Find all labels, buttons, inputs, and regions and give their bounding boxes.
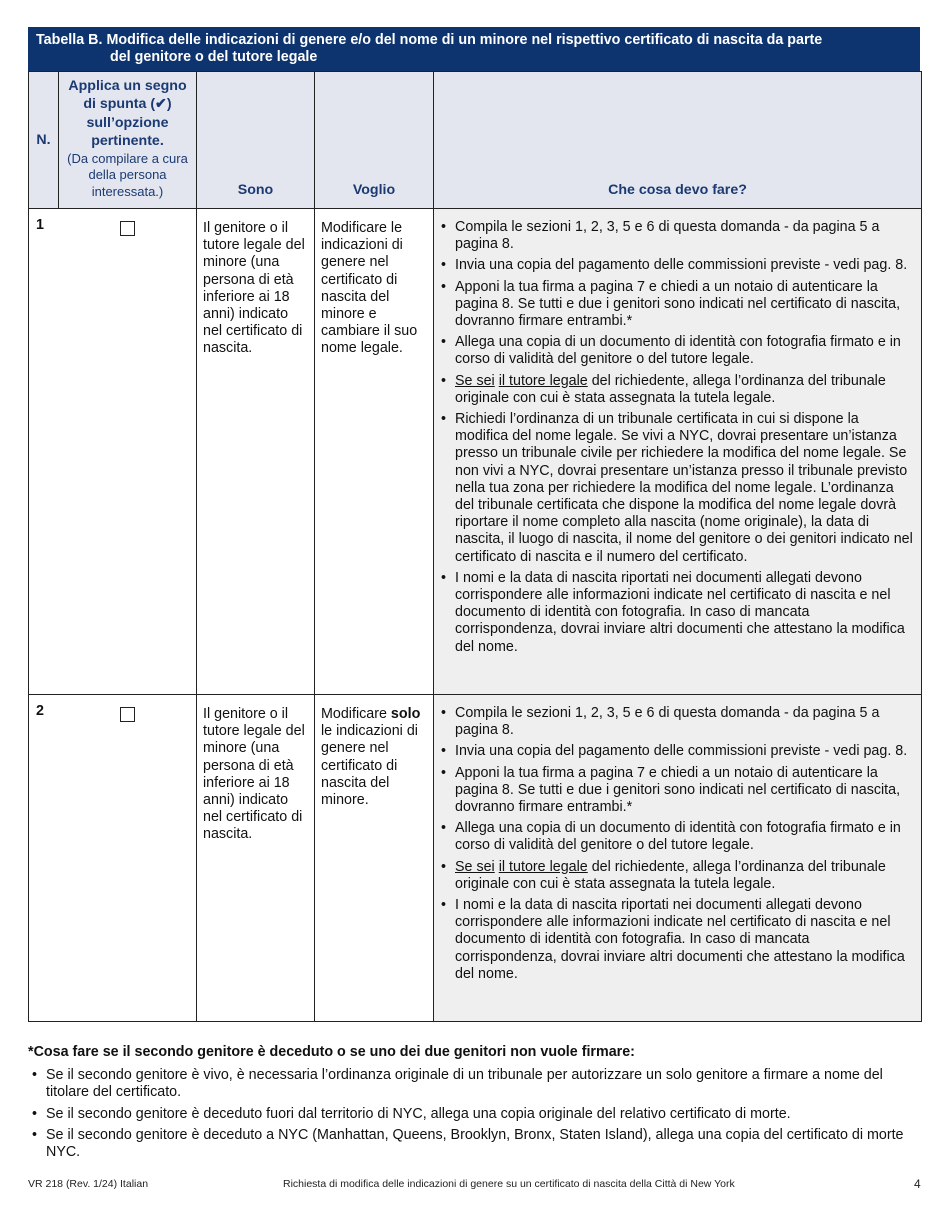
row-number: 2 [29,695,59,1022]
header-number: N. [29,72,59,209]
list-item: • Se il secondo genitore è deceduto a NYC (Manhattan, Queens, Brooklyn, Bronx, Staten Island), allega una copia del certificato di morte NYC. [32,1127,920,1161]
voglio-cell: Modificare le indicazioni di genere nel certificato di nascita del minore e cambiare il suo nome legale. [315,209,434,695]
list-item: • Richiedi l’ordinanza di un tribunale certificata in cui si dispone la modifica del nome legale. Se vivi a NYC, dovrai presentare un’istanza presso un tribunale civile per richiedere la modifica del nome legale. Se non vivi a NYC, dovrai presentare un’istanza presso il tribunale previsto nella tua zona per richiedere la modifica del nome legale. L’ordinanza del tribunale certificata che dispone la modifica del nome legale dovrà riportare il nome completo alla nascita (nome originale), la data di nascita, il luogo di nascita, il nome del genitore o dei genitori indicato nel certificato di nascita e il numero del certificato. [441,411,915,566]
list-item: • Se il secondo genitore è vivo, è necessaria l’ordinanza originale di un tribunale per autorizzare un solo genitore a firmare a nome del titolare del certificato. [32,1067,920,1101]
row-number: 1 [29,209,59,695]
list-item: • Allega una copia di un documento di identità con fotografia firmato e in corso di validità del genitore o del tutore legale. [441,334,915,368]
table-title-line-1: Tabella B. Modifica delle indicazioni di genere e/o del nome di un minore nel rispettivo certificato di nascita da parte [36,32,823,48]
list-item: • Apponi la tua firma a pagina 7 e chiedi a un notaio di autenticare la pagina 8. Se tutti e due i genitori sono indicati nel certificato di nascita, dovranno firmare entrambi.* [441,765,915,817]
footnote [28,1044,920,1165]
list-item: • I nomi e la data di nascita riportati nei documenti allegati devono corrispondere alle informazioni indicate nel certificato di nascita e nel documento di identità con fotografia. In caso di mancata corrispondenza, dovrai inviare altri documenti che attestano la modifica del nome. [441,570,915,656]
steps-list [441,219,915,656]
legal-guardian-text: il tutore legale [498,372,588,389]
voglio-cell [315,695,434,1022]
list-item [441,859,915,893]
header-sono: Sono [197,72,315,209]
list-item: • I nomi e la data di nascita riportati nei documenti allegati devono corrispondere alle informazioni indicate nel certificato di nascita e nel documento di identità con fotografia. In caso di mancata corrispondenza, dovrai inviare altri documenti che attestano la modifica del nome. [441,897,915,983]
sono-cell: Il genitore o il tutore legale del minore (una persona di età inferiore ai 18 anni) indicato nel certificato di nascita. [197,695,315,1022]
page-number: 4 [914,1177,921,1191]
list-item: • Apponi la tua firma a pagina 7 e chiedi a un notaio di autenticare la pagina 8. Se tutti e due i genitori sono indicati nel certificato di nascita, dovranno firmare entrambi.* [441,279,915,331]
document-title: Richiesta di modifica delle indicazioni di genere su un certificato di nascita della Città di New York [283,1178,735,1190]
option-1-checkbox[interactable] [120,221,135,236]
header-check [59,72,197,209]
list-item: • Invia una copia del pagamento delle commissioni previste - vedi pag. 8. [441,743,915,760]
list-item: • Compila le sezioni 1, 2, 3, 5 e 6 di questa domanda - da pagina 5 a pagina 8. [441,705,915,739]
table-title-line-2: del genitore o del tutore legale [110,49,318,65]
voglio-emphasis: solo [390,706,421,722]
if-guardian-text: Se sei [455,372,495,389]
form-id: VR 218 (Rev. 1/24) Italian [28,1178,149,1190]
todo-cell [434,695,922,1022]
header-check-line-2: di spunta (✔) [83,96,172,112]
header-voglio: Voglio [315,72,434,209]
list-item: • Invia una copia del pagamento delle commissioni previste - vedi pag. 8. [441,257,915,274]
footnote-heading: *Cosa fare se il secondo genitore è deceduto o se uno dei due genitori non vuole firmare: [28,1044,635,1060]
table-row-2 [29,695,922,1022]
table-title [28,27,920,71]
legal-guardian-text: il tutore legale [498,858,588,875]
table-header-row [29,72,922,209]
options-table [28,71,922,1022]
list-item [441,373,915,407]
list-item: • Allega una copia di un documento di identità con fotografia firmato e in corso di validità del genitore o del tutore legale. [441,820,915,854]
header-check-line-4: pertinente. [91,133,164,149]
table-row-1 [29,209,922,695]
footnote-list [28,1067,920,1161]
sono-cell: Il genitore o il tutore legale del minore (una persona di età inferiore ai 18 anni) indicato nel certificato di nascita. [197,209,315,695]
guardian-instruction: del richiedente, allega l’ordinanza del tribunale originale con cui è stata assegnata la tutela legale. [455,372,886,406]
option-cell [59,209,197,695]
list-item: • Se il secondo genitore è deceduto fuori dal territorio di NYC, allega una copia originale del relativo certificato di morte. [32,1106,920,1123]
if-guardian-text: Se sei [455,858,495,875]
voglio-text-a: Modificare [321,706,391,722]
list-item: • Compila le sezioni 1, 2, 3, 5 e 6 di questa domanda - da pagina 5 a pagina 8. [441,219,915,253]
option-2-checkbox[interactable] [120,707,135,722]
header-check-line-1: Applica un segno [68,77,187,94]
header-check-note: (Da compilare a cura della persona interessata.) [67,150,188,199]
header-check-line-3: sull’opzione [86,114,169,131]
steps-list [441,705,915,983]
todo-cell [434,209,922,695]
option-cell [59,695,197,1022]
voglio-text-c: le indicazioni di genere nel certificato di nascita del minore. [321,723,418,809]
header-todo: Che cosa devo fare? [434,72,922,209]
guardian-instruction: del richiedente, allega l’ordinanza del tribunale originale con cui è stata assegnata la tutela legale. [455,858,886,892]
